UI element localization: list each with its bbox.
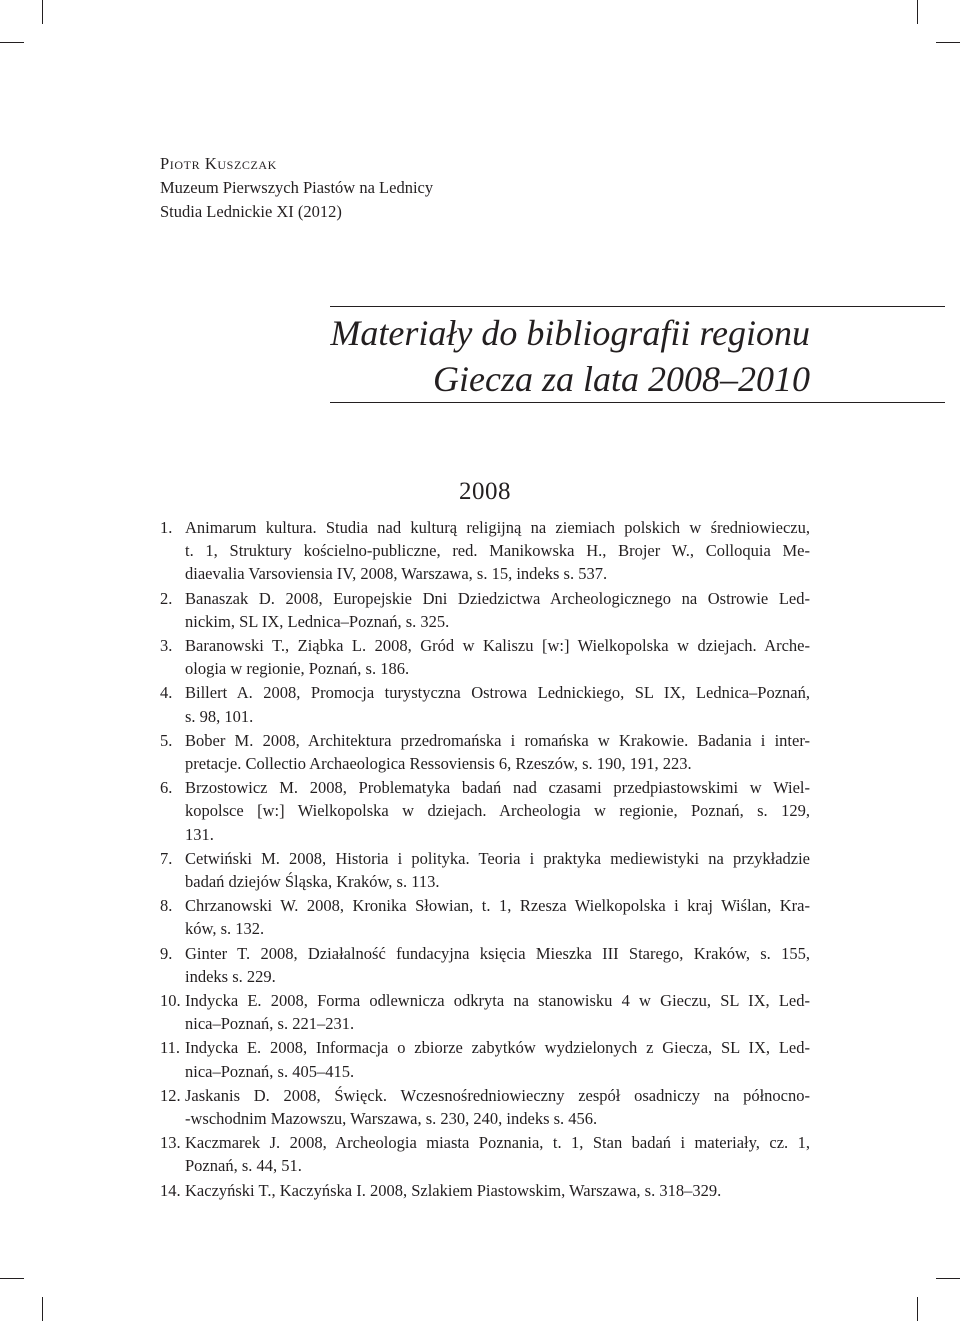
section-year: 2008 <box>459 478 511 505</box>
entry-number: 4. <box>160 683 173 703</box>
crop-mark-bl-h <box>0 1278 24 1279</box>
entry-number: 5. <box>160 730 173 750</box>
bibliography-entry <box>160 847 810 893</box>
entry-line: Banaszak D. 2008, Europejskie Dni Dziedzictwa Archeologicznego na Ostrowie Led- <box>185 588 810 608</box>
entry-line: Indycka E. 2008, Informacja o zbiorze zabytków wydzielonych z Giecza, SL IX, Led- <box>185 1038 810 1058</box>
entry-number: 3. <box>160 636 173 656</box>
entry-number: 1. <box>160 518 173 537</box>
crop-mark-br-v <box>917 1297 918 1321</box>
entry-number: 6. <box>160 778 173 798</box>
crop-mark-tr-v <box>917 0 918 24</box>
bibliography-entry <box>160 516 810 586</box>
bibliography-entry <box>160 681 810 727</box>
entry-line: Kaczyński T., Kaczyńska I. 2008, Szlakiem Piastowskim, Warszawa, s. 318–329. <box>185 1180 722 1200</box>
bibliography-entry <box>160 1131 810 1177</box>
entry-line: Kaczmarek J. 2008, Archeologia miasta Poznania, t. 1, Stan badań i materiały, cz. 1, <box>185 1133 810 1153</box>
entry-line: Jaskanis D. 2008, Święck. Wczesnośredniowieczny zespół osadniczy na północno- <box>185 1085 810 1105</box>
entry-line: s. 98, 101. <box>185 706 254 726</box>
title-line-1: Materiały do bibliografii regionu <box>330 313 810 353</box>
bibliography-entry <box>160 989 810 1035</box>
entry-number: 8. <box>160 896 173 916</box>
bibliography-list <box>160 516 810 1203</box>
entry-line: Brzostowicz M. 2008, Problematyka badań nad czasami przedpiastowskimi w Wiel- <box>185 778 810 798</box>
entry-number: 10. <box>160 991 181 1011</box>
entry-line: ków, s. 132. <box>185 919 265 939</box>
author-institution: Muzeum Pierwszych Piastów na Lednicy <box>160 178 434 197</box>
entry-line: Baranowski T., Ziąbka L. 2008, Gród w Kaliszu [w:] Wielkopolska w dziejach. Arche- <box>185 636 810 656</box>
entry-number: 7. <box>160 848 173 868</box>
entry-line: Ginter T. 2008, Działalność fundacyjna księcia Mieszka III Starego, Kraków, s. 155, <box>185 943 810 963</box>
crop-mark-tl-v <box>42 0 43 24</box>
entry-number: 12. <box>160 1085 181 1105</box>
entry-line: -wschodnim Mazowszu, Warszawa, s. 230, 240, indeks s. 456. <box>185 1109 598 1129</box>
entry-line: Cetwiński M. 2008, Historia i polityka. Teoria i praktyka mediewistyki na przykładzie <box>185 848 810 868</box>
entry-line: diaevalia Varsoviensia IV, 2008, Warszawa, s. 15, indeks s. 537. <box>185 564 608 584</box>
entry-line: indeks s. 229. <box>185 966 276 986</box>
entry-line: kopolsce [w:] Wielkopolska w dziejach. Archeologia w regionie, Poznań, s. 129, <box>185 801 810 821</box>
article-title <box>330 310 810 402</box>
bibliography-entry <box>160 729 810 775</box>
bibliography-entry <box>160 776 810 846</box>
bibliography-entry <box>160 1084 810 1130</box>
entry-number: 14. <box>160 1180 181 1200</box>
title-line-2: Giecza za lata 2008–2010 <box>433 359 810 399</box>
journal-series: Studia Lednickie XI (2012) <box>160 202 342 221</box>
bibliography-entry <box>160 942 810 988</box>
author-name: Piotr Kuszczak <box>160 154 277 173</box>
bibliography-entry <box>160 587 810 633</box>
entry-line: nickim, SL IX, Lednica–Poznań, s. 325. <box>185 611 450 631</box>
crop-mark-tr-h <box>936 42 960 43</box>
entry-number: 2. <box>160 588 173 608</box>
entry-line: t. 1, Struktury kościelno-publiczne, red. Manikowska H., Brojer W., Colloquia Me- <box>185 541 810 561</box>
bibliography-entry <box>160 634 810 680</box>
bibliography-entry <box>160 1179 810 1202</box>
entry-line: Billert A. 2008, Promocja turystyczna Ostrowa Lednickiego, SL IX, Lednica–Poznań, <box>185 683 810 703</box>
bibliography-entry <box>160 1036 810 1082</box>
crop-mark-bl-v <box>42 1297 43 1321</box>
entry-line: ologia w regionie, Poznań, s. 186. <box>185 659 410 679</box>
entry-line: Chrzanowski W. 2008, Kronika Słowian, t. 1, Rzesza Wielkopolska i kraj Wiślan, Kra- <box>185 896 810 916</box>
entry-line: pretacje. Collectio Archaeologica Ressoviensis 6, Rzeszów, s. 190, 191, 223. <box>185 754 692 774</box>
crop-mark-tl-h <box>0 42 24 43</box>
title-rule-bottom <box>330 402 945 403</box>
entry-line: 131. <box>185 824 214 844</box>
article-header <box>160 152 433 224</box>
entry-line: Bober M. 2008, Architektura przedromańska i romańska w Krakowie. Badania i inter- <box>185 730 810 750</box>
entry-line: badań dziejów Śląska, Kraków, s. 113. <box>185 872 440 892</box>
crop-mark-br-h <box>936 1278 960 1279</box>
entry-line: nica–Poznań, s. 405–415. <box>185 1061 355 1081</box>
entry-line: nica–Poznań, s. 221–231. <box>185 1014 355 1034</box>
entry-line: Indycka E. 2008, Forma odlewnicza odkryta na stanowisku 4 w Gieczu, SL IX, Led- <box>185 991 810 1011</box>
entry-number: 9. <box>160 943 173 963</box>
bibliography-entry <box>160 894 810 940</box>
entry-number: 13. <box>160 1133 181 1153</box>
entry-line: Animarum kultura. Studia nad kulturą religijną na ziemiach polskich w średniowieczu, <box>185 518 810 537</box>
entry-number: 11. <box>160 1038 181 1058</box>
title-rule-top <box>330 306 945 307</box>
entry-line: Poznań, s. 44, 51. <box>185 1156 302 1176</box>
